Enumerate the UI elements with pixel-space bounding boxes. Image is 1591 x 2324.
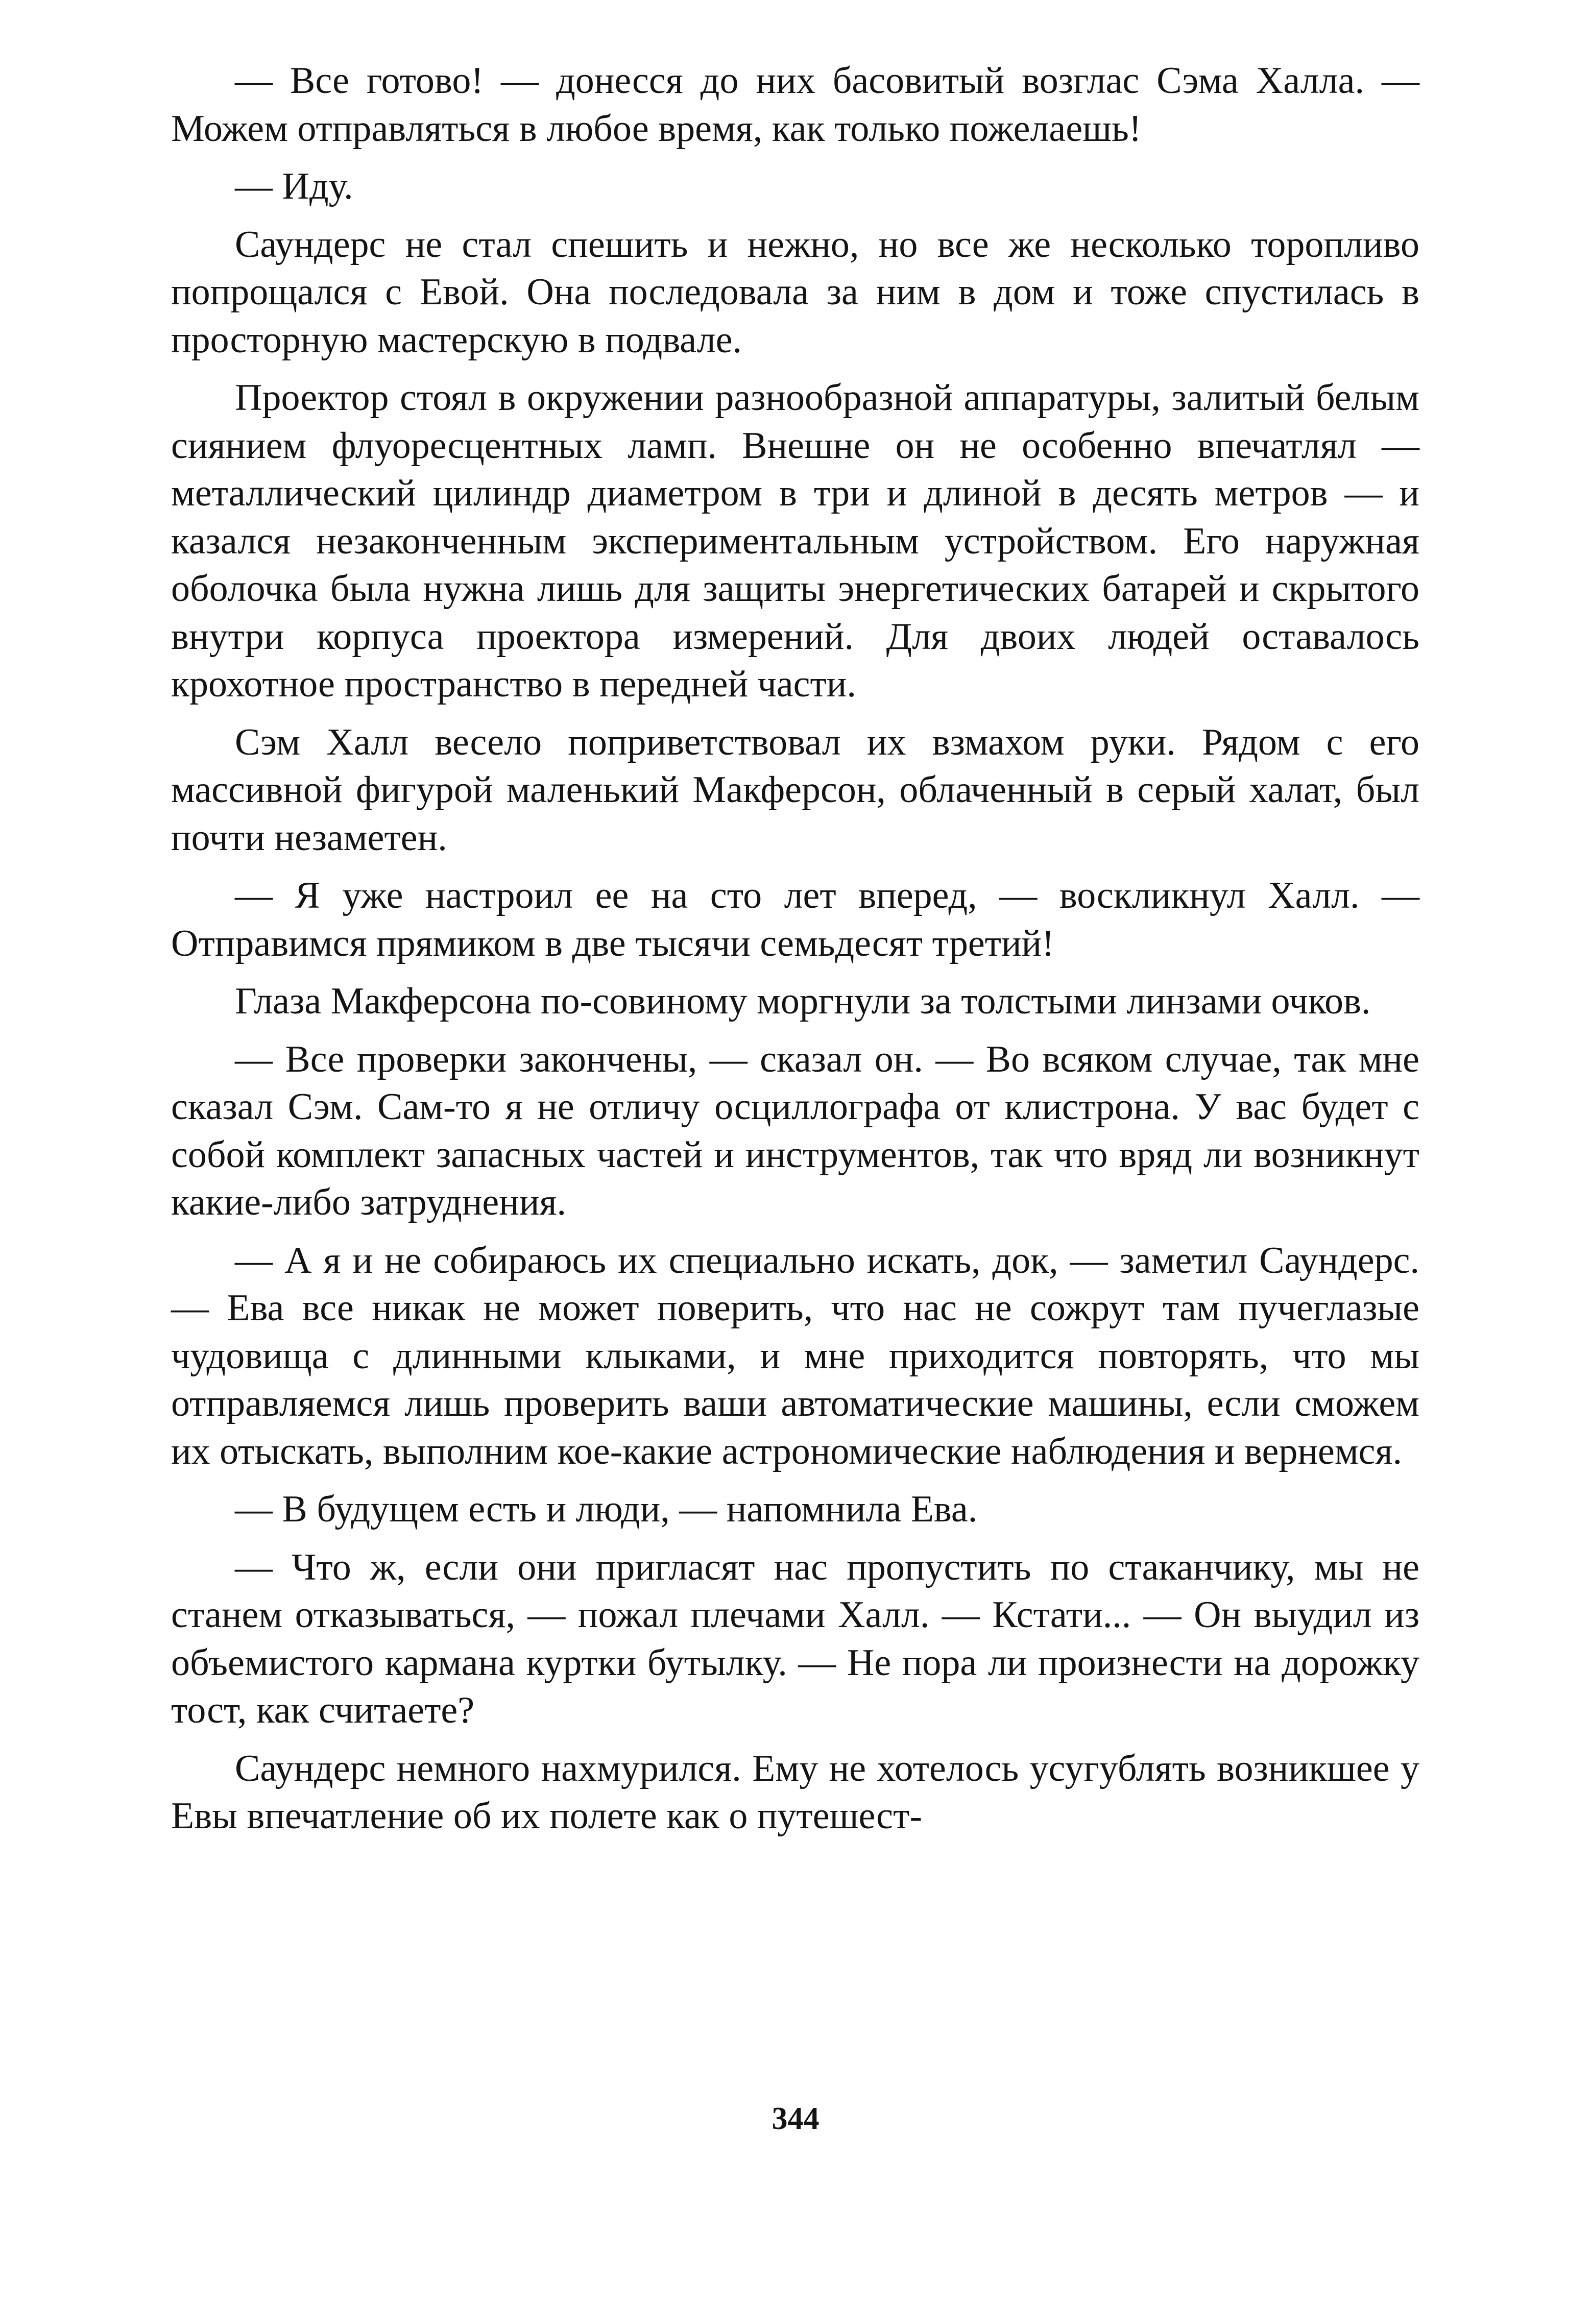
paragraph: Саундерс немного нахмурился. Ему не хотелось усугублять возникшее у Евы впечатление об их полете как о путешест- <box>171 1747 1419 1837</box>
paragraph: Саундерс не стал спешить и нежно, но все же несколько торопливо попрощался с Евой. Она последовала за ним в дом и тоже спустилась в просторную мастерскую в подвале. <box>171 223 1419 361</box>
paragraph: — А я и не собираюсь их специально искать, док, — заметил Саундерс. — Ева все никак не может поверить, что нас не сожрут там пучеглазые чудовища с длинными клыками, и мне приходится повторять, что мы отправляемся лишь проверить ваши автоматические машины, если сможем их отыскать, выполним кое-какие астрономические наблюдения и вернемся. <box>171 1239 1419 1472</box>
paragraph: — Что ж, если они пригласят нас пропустить по стаканчику, мы не станем отказываться, — пожал плечами Халл. — Кстати... — Он выудил из объемистого кармана куртки бутылку. — Не пора ли произнести на дорожку тост, как считаете? <box>171 1546 1419 1731</box>
paragraph: — Все проверки закончены, — сказал он. — Во всяком случае, так мне сказал Сэм. Сам-то я не отличу осциллографа от клистрона. У вас будет с собой комплект запасных частей и инструментов, так что вряд ли возникнут какие-либо затруднения. <box>171 1038 1419 1223</box>
paragraph: Сэм Халл весело поприветствовал их взмахом руки. Рядом с его массивной фигурой маленький Макферсон, облаченный в серый халат, был почти незаметен. <box>171 721 1419 859</box>
paragraph: — Все готово! — донесся до них басовитый возглас Сэма Халла. — Можем отправляться в любое время, как только пожелаешь! <box>171 60 1419 150</box>
paragraph: — Я уже настроил ее на сто лет вперед, — воскликнул Халл. — Отправимся прямиком в две тысячи семьдесят третий! <box>171 875 1419 964</box>
body-text <box>171 57 1419 1851</box>
page-number: 344 <box>772 2101 819 2136</box>
paragraph: — В будущем есть и люди, — напомнила Ева. <box>235 1488 978 1530</box>
paragraph: — Иду. <box>235 165 353 207</box>
paragraph: Глаза Макферсона по-совиному моргнули за толстыми линзами очков. <box>235 980 1371 1022</box>
paragraph: Проектор стоял в окружении разнообразной аппаратуры, залитый белым сиянием флуоресцентных ламп. Внешне он не особенно впечатлял — металлический цилиндр диаметром в три и длиной в десять метров — и казался незаконченным экспериментальным устройством. Его наружная оболочка была нужна лишь для защиты энергетических батарей и скрытого внутри корпуса проектора измерений. Для двоих людей оставалось крохотное пространство в передней части. <box>171 377 1419 705</box>
